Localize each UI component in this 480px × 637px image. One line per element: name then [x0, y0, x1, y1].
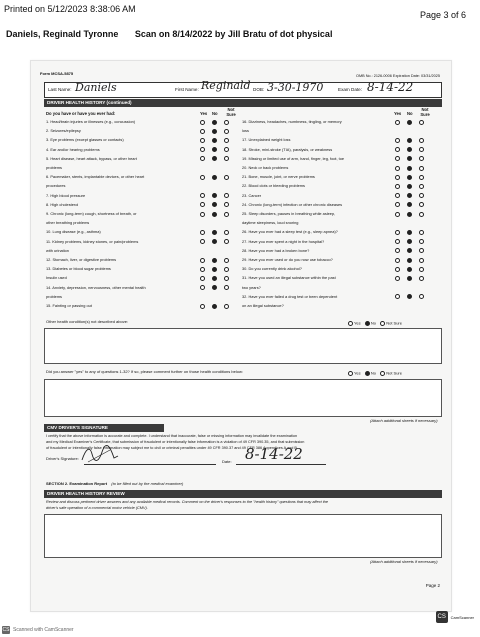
answer-radio-no[interactable]	[407, 230, 412, 235]
camscanner-badge-icon: CS	[436, 611, 448, 623]
answer-radio-notsure[interactable]	[419, 248, 424, 253]
question-text: 8. High cholesterol	[46, 201, 79, 207]
question-text: 19. Missing or limited use of arm, hand, finger, leg, foot, toe	[242, 155, 345, 161]
comment-notsure-label: Not Sure	[386, 370, 402, 376]
answer-radio-yes[interactable]	[395, 239, 400, 244]
certify-line-3: of fraudulent or intentionally false information may subject me to civil or criminal penalties under 49 CFR 390.37 and 49 CFR 386 Appendices A and B.	[46, 446, 298, 450]
question-text: with urination	[46, 247, 69, 253]
form-page-number: Page 2	[425, 583, 440, 588]
answer-radio-notsure[interactable]	[419, 175, 424, 180]
answer-radio-notsure[interactable]	[419, 230, 424, 235]
question-text: problems	[46, 293, 63, 299]
scanner-badge-text: CamScanner	[450, 614, 474, 620]
question-text: 16. Dizziness, headaches, numbness, tingling, or memory	[242, 119, 342, 124]
answer-radio-yes[interactable]	[395, 120, 400, 125]
answer-radio-notsure[interactable]	[224, 202, 229, 207]
signature-date-value: 8-14-22	[245, 445, 303, 463]
answer-radio-notsure[interactable]	[419, 193, 424, 198]
answer-radio-yes[interactable]	[395, 147, 400, 152]
other-no-label: No	[370, 320, 376, 326]
printed-timestamp: Printed on 5/12/2023 8:38:06 AM	[4, 4, 136, 14]
question-text: 9. Chronic (long-term) cough, shortness of breath, or	[46, 211, 137, 216]
comment-no-label: No	[370, 370, 376, 376]
other-conditions-box[interactable]	[44, 328, 442, 364]
answer-radio-yes[interactable]	[200, 156, 205, 161]
answer-radio-yes[interactable]	[395, 276, 400, 281]
answer-radio-notsure[interactable]	[419, 147, 424, 152]
other-notsure-radio[interactable]	[380, 321, 385, 326]
answer-radio-yes[interactable]	[395, 258, 400, 263]
question-text: 25. Sleep disorders, pauses in breathing while asleep,	[242, 211, 336, 216]
question-text: 11. Kidney problems, kidney stones, or pain/problems	[46, 238, 139, 244]
exam-date-value: 8-14-22	[367, 80, 414, 94]
answer-radio-notsure[interactable]	[224, 156, 229, 161]
question-text: 12. Stomach, liver, or digestive problems	[46, 257, 117, 262]
answer-radio-yes[interactable]	[200, 267, 205, 272]
signature-line	[84, 464, 216, 465]
other-no-radio[interactable]	[365, 321, 370, 326]
question-text: 20. Neck or back problems	[242, 165, 289, 170]
question-text: 26. Have you ever had a sleep test (e.g., sleep apnea)?	[242, 229, 338, 235]
answer-radio-yes[interactable]	[395, 175, 400, 180]
answer-radio-yes[interactable]	[395, 184, 400, 189]
question-text: 27. Have you ever spent a night in the hospital?	[242, 238, 325, 244]
answer-radio-no[interactable]	[212, 285, 217, 290]
answer-radio-no[interactable]	[212, 276, 217, 281]
answer-radio-no[interactable]	[212, 202, 217, 207]
last-name-value: Daniels	[75, 81, 117, 94]
answer-radio-notsure[interactable]	[419, 212, 424, 217]
answer-radio-yes[interactable]	[395, 138, 400, 143]
answer-radio-yes[interactable]	[200, 193, 205, 198]
question-text: 3. Eye problems (except glasses or contacts)	[46, 137, 124, 143]
answer-radio-notsure[interactable]	[224, 175, 229, 180]
col-no-right: No	[407, 111, 413, 116]
question-text: Insulin used	[46, 275, 67, 281]
answer-radio-yes[interactable]	[395, 166, 400, 171]
question-text: 24. Chronic (long-term) infection or other chronic diseases	[242, 201, 343, 207]
question-text: 28. Have you ever had a broken bone?	[242, 247, 310, 253]
other-yes-label: Yes	[354, 320, 361, 326]
question-text: 17. Unexplained weight loss	[242, 137, 291, 143]
scanner-watermark-right	[436, 611, 474, 623]
answer-radio-yes[interactable]	[200, 202, 205, 207]
answer-radio-no[interactable]	[212, 212, 217, 217]
col-notsure-left: Not Sure	[226, 107, 236, 117]
answer-radio-yes[interactable]	[395, 248, 400, 253]
exam-date-label: Exam Date:	[338, 87, 362, 92]
question-text: 13. Diabetes or blood sugar problems	[46, 266, 111, 272]
answer-radio-notsure[interactable]	[419, 120, 424, 125]
answer-radio-no[interactable]	[212, 147, 217, 152]
answer-radio-notsure[interactable]	[224, 267, 229, 272]
answer-radio-yes[interactable]	[200, 212, 205, 217]
answer-radio-no[interactable]	[407, 120, 412, 125]
answer-radio-no[interactable]	[212, 258, 217, 263]
answer-radio-no[interactable]	[407, 276, 412, 281]
answer-radio-notsure[interactable]	[224, 304, 229, 309]
answer-radio-no[interactable]	[407, 147, 412, 152]
question-text: 18. Stroke, mini-stroke (TIA), paralysis, or weakness	[242, 146, 333, 152]
answer-radio-yes[interactable]	[395, 230, 400, 235]
dob-label: DOB:	[253, 87, 265, 92]
question-text: 4. Ear and/or hearing problems	[46, 146, 100, 152]
answer-radio-yes[interactable]	[200, 175, 205, 180]
other-yes-radio[interactable]	[348, 321, 353, 326]
question-text: 22. Blood clots or bleeding problems	[242, 183, 305, 189]
question-text: 14. Anxiety, depression, nervousness, other mental health	[46, 284, 146, 290]
answer-radio-yes[interactable]	[200, 120, 205, 125]
answer-radio-notsure[interactable]	[419, 276, 424, 281]
answer-radio-no[interactable]	[407, 294, 412, 299]
scanner-watermark-left	[2, 626, 74, 634]
name-row	[44, 79, 442, 98]
question-text: 31. Have you used an illegal substance within the past	[242, 275, 336, 281]
review-text-2: driver's safe operation of a commercial motor vehicle (CMV).	[46, 506, 148, 510]
question-text: daytime sleepiness, loud snoring	[242, 220, 299, 226]
answer-radio-no[interactable]	[407, 248, 412, 253]
question-text: 1. Head/brain injuries or illnesses (e.g., concussion)	[46, 119, 136, 124]
answer-radio-no[interactable]	[212, 230, 217, 235]
comment-yes-radio[interactable]	[348, 371, 353, 376]
answer-radio-notsure[interactable]	[419, 294, 424, 299]
question-text: procedures	[46, 183, 66, 189]
answer-radio-yes[interactable]	[200, 230, 205, 235]
answer-radio-notsure[interactable]	[224, 129, 229, 134]
answer-radio-no[interactable]	[407, 156, 412, 161]
answer-radio-no[interactable]	[212, 175, 217, 180]
question-text: 23. Cancer	[242, 192, 262, 198]
answer-radio-notsure[interactable]	[419, 258, 424, 263]
first-name-value: Reginald	[201, 79, 251, 92]
date-line	[236, 464, 326, 465]
section2-heading: SECTION 2. Examination Report	[46, 481, 108, 486]
question-text: 21. Bone, muscle, joint, or nerve problems	[242, 174, 315, 180]
col-yes-right: Yes	[394, 111, 402, 116]
answer-radio-no[interactable]	[212, 129, 217, 134]
form-id: Form MCSA-5875	[40, 71, 74, 76]
question-text: 2. Seizures/epilepsy	[46, 128, 81, 134]
comment-yes-label: Yes	[354, 370, 361, 376]
certify-line-2: and my Medical Examiner's Certificate, that submission of fraudulent or intentionally false information is a violation of 49 CFR 390.35, and that submission	[46, 440, 305, 444]
answer-radio-no[interactable]	[212, 267, 217, 272]
answer-radio-yes[interactable]	[395, 156, 400, 161]
question-text: 10. Lung disease (e.g., asthma)	[46, 229, 101, 235]
answer-radio-notsure[interactable]	[224, 258, 229, 263]
answer-radio-yes[interactable]	[395, 212, 400, 217]
comment-box[interactable]	[44, 379, 442, 417]
comment-no-radio[interactable]	[365, 371, 370, 376]
answer-radio-no[interactable]	[407, 267, 412, 272]
answer-radio-notsure[interactable]	[224, 212, 229, 217]
question-text: problems	[46, 165, 63, 170]
attach-note-2: (Attach additional sheets if necessary)	[370, 559, 438, 564]
question-text: on an illegal substance?	[242, 303, 284, 308]
answer-radio-yes[interactable]	[395, 267, 400, 272]
answer-radio-notsure[interactable]	[419, 166, 424, 171]
comment-options	[348, 371, 402, 376]
answer-radio-no[interactable]	[212, 304, 217, 309]
question-text: other breathing problems	[46, 220, 90, 226]
answer-radio-notsure[interactable]	[224, 147, 229, 152]
question-text: 5. Heart disease, heart attack, bypass, or other heart	[46, 155, 137, 161]
signature-date-label: Date:	[222, 459, 232, 464]
last-name-label: Last Name:	[48, 87, 72, 92]
section-driver-signature: CMV DRIVER'S SIGNATURE	[44, 424, 164, 432]
answer-radio-no[interactable]	[407, 239, 412, 244]
answer-radio-no[interactable]	[212, 239, 217, 244]
answer-radio-notsure[interactable]	[224, 193, 229, 198]
answer-radio-no[interactable]	[407, 175, 412, 180]
question-prompt: Do you have or have you ever had:	[46, 111, 116, 116]
answer-radio-yes[interactable]	[395, 193, 400, 198]
answer-radio-yes[interactable]	[200, 304, 205, 309]
col-no-left: No	[212, 111, 218, 116]
answer-radio-no[interactable]	[407, 138, 412, 143]
answer-radio-yes[interactable]	[200, 138, 205, 143]
answer-radio-no[interactable]	[212, 138, 217, 143]
answer-radio-no[interactable]	[407, 166, 412, 171]
patient-name: Daniels, Reginald Tyronne	[6, 29, 119, 39]
answer-radio-no[interactable]	[212, 193, 217, 198]
section-health-history: DRIVER HEALTH HISTORY (continued)	[44, 99, 442, 107]
review-comment-box[interactable]	[44, 514, 442, 558]
camscanner-logo-icon: CS	[2, 627, 10, 633]
question-text: 30. Do you currently drink alcohol?	[242, 266, 302, 272]
scanner-watermark-text: Scanned with CamScanner	[13, 627, 74, 633]
answer-radio-no[interactable]	[407, 184, 412, 189]
section2-title	[46, 482, 183, 487]
answer-radio-notsure[interactable]	[224, 285, 229, 290]
other-conditions-label: Other health condition(s) not described above:	[46, 319, 129, 324]
answer-radio-yes[interactable]	[200, 147, 205, 152]
col-yes-left: Yes	[200, 111, 208, 116]
first-name-label: First Name:	[175, 87, 199, 92]
answer-radio-notsure[interactable]	[224, 230, 229, 235]
comment-notsure-radio[interactable]	[380, 371, 385, 376]
other-notsure-label: Not Sure	[386, 320, 402, 326]
comment-label: Did you answer "yes" to any of questions 1-32? If so, please comment further on those health conditions below:	[46, 369, 243, 374]
section-history-review: DRIVER HEALTH HISTORY REVIEW	[44, 490, 442, 498]
file-info	[6, 29, 346, 39]
answer-radio-no[interactable]	[407, 202, 412, 207]
review-text-1: Review and discuss pertinent driver answers and any available medical records. Comment on the driver's responses to the "health history" questions that may affect the	[46, 500, 329, 504]
answer-radio-yes[interactable]	[200, 258, 205, 263]
answer-radio-no[interactable]	[212, 156, 217, 161]
answer-radio-no[interactable]	[407, 212, 412, 217]
medical-form	[40, 72, 444, 602]
question-text: 7. High blood pressure	[46, 192, 86, 198]
col-notsure-right: Not Sure	[420, 107, 430, 117]
driver-signature-label: Driver's Signature:	[46, 456, 79, 461]
driver-signature-image	[80, 444, 120, 466]
answer-radio-notsure[interactable]	[419, 138, 424, 143]
question-text: 32. Have you ever failed a drug test or been dependent	[242, 293, 338, 299]
answer-radio-yes[interactable]	[200, 239, 205, 244]
dob-value: 3-30-1970	[267, 81, 324, 94]
certify-line-1: I certify that the above information is accurate and complete. I understand that inaccurate, false or missing information may invalidate the examination	[46, 434, 298, 438]
question-text: loss	[242, 128, 249, 134]
answer-radio-yes[interactable]	[200, 276, 205, 281]
scan-info: Scan on 8/14/2022 by Jill Bratu of dot physical	[134, 29, 333, 39]
answer-radio-notsure[interactable]	[224, 239, 229, 244]
page-number: Page 3 of 6	[419, 10, 466, 20]
question-text: two years?	[242, 284, 261, 290]
answer-radio-notsure[interactable]	[419, 156, 424, 161]
answer-radio-yes[interactable]	[395, 202, 400, 207]
answer-radio-notsure[interactable]	[224, 276, 229, 281]
answer-radio-no[interactable]	[407, 258, 412, 263]
answer-radio-notsure[interactable]	[419, 202, 424, 207]
other-conditions-options	[348, 321, 402, 326]
question-text: 15. Fainting or passing out	[46, 303, 92, 308]
answer-radio-notsure[interactable]	[419, 184, 424, 189]
answer-radio-notsure[interactable]	[419, 267, 424, 272]
question-text: 6. Pacemaker, stents, implantable devices, or other heart	[46, 174, 145, 180]
omb-number: OMB No.: 2126-0006 Expiration Date: 03/31/2025	[355, 74, 440, 78]
answer-radio-yes[interactable]	[200, 129, 205, 134]
answer-radio-no[interactable]	[407, 193, 412, 198]
section2-note: (to be filled out by the medical examiner)	[111, 481, 184, 486]
answer-radio-notsure[interactable]	[224, 138, 229, 143]
answer-radio-notsure[interactable]	[419, 239, 424, 244]
question-text: 29. Have you ever used or do you now use tobacco?	[242, 257, 333, 262]
answer-radio-notsure[interactable]	[224, 120, 229, 125]
answer-radio-yes[interactable]	[395, 294, 400, 299]
attach-note-1: (Attach additional sheets if necessary)	[370, 418, 438, 423]
answer-radio-no[interactable]	[212, 120, 217, 125]
answer-radio-yes[interactable]	[200, 285, 205, 290]
